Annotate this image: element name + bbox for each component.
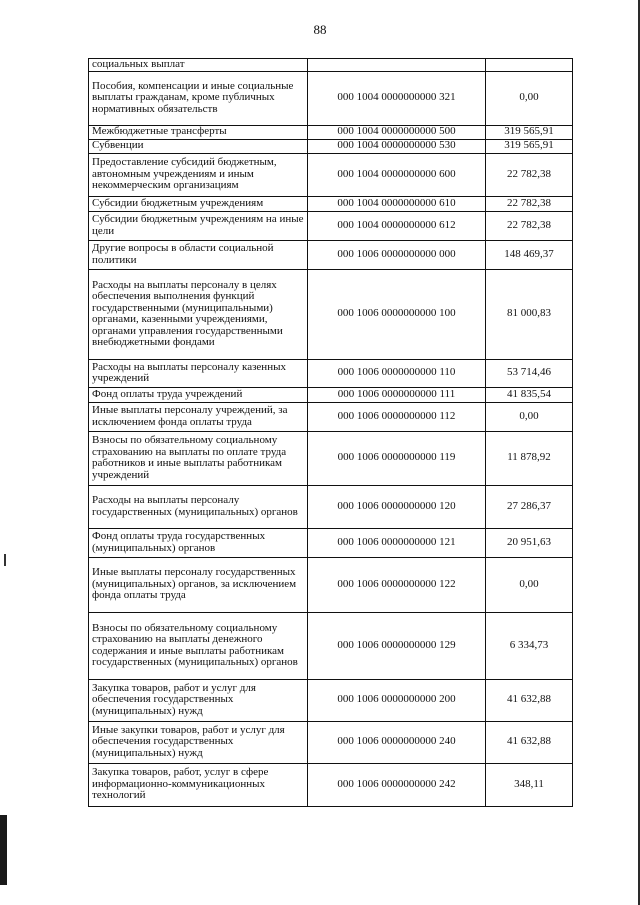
table-row: [89, 402, 573, 431]
row-name: Фонд оплаты труда государственных (муниципальных) органов: [89, 528, 308, 557]
row-amount: 0,00: [486, 402, 573, 431]
row-name: Иные выплаты персоналу государственных (муниципальных) органов, за исключением фонда оплаты труда: [89, 557, 308, 612]
table-row: [89, 196, 573, 211]
table-row: [89, 153, 573, 196]
row-amount: 27 286,37: [486, 485, 573, 528]
row-amount: 348,11: [486, 763, 573, 806]
row-code: 000 1006 0000000000 110: [308, 359, 486, 387]
table-row: [89, 125, 573, 139]
row-amount: 41 632,88: [486, 721, 573, 763]
row-name: Субсидии бюджетным учреждениям: [89, 196, 308, 211]
table-row: [89, 240, 573, 269]
row-amount: 20 951,63: [486, 528, 573, 557]
row-code: 000 1004 0000000000 600: [308, 153, 486, 196]
row-amount: 22 782,38: [486, 153, 573, 196]
row-code: [308, 59, 486, 72]
table-row: [89, 557, 573, 612]
table-row: [89, 528, 573, 557]
table-row: [89, 71, 573, 125]
row-name: Взносы по обязательному социальному страхованию на выплаты по оплате труда работников и иные выплаты работникам учреждений: [89, 431, 308, 485]
table-row: [89, 431, 573, 485]
scan-artifact: [4, 554, 6, 566]
table-row: [89, 211, 573, 240]
row-code: 000 1006 0000000000 121: [308, 528, 486, 557]
row-name: Предоставление субсидий бюджетным, автономным учреждениям и иным некоммерческим организациям: [89, 153, 308, 196]
page-number: 88: [313, 22, 327, 37]
table-row: [89, 387, 573, 402]
row-amount: 22 782,38: [486, 196, 573, 211]
row-code: 000 1006 0000000000 112: [308, 402, 486, 431]
row-name: Расходы на выплаты персоналу в целях обеспечения выполнения функций государственными (муниципальными) органами, казенными учреждениями, органами управления государственными внебюджетными фондами: [89, 269, 308, 359]
row-amount: 41 632,88: [486, 679, 573, 721]
row-code: 000 1004 0000000000 500: [308, 125, 486, 139]
row-code: 000 1006 0000000000 129: [308, 612, 486, 679]
row-code: 000 1006 0000000000 200: [308, 679, 486, 721]
row-code: 000 1006 0000000000 122: [308, 557, 486, 612]
row-amount: 319 565,91: [486, 125, 573, 139]
row-amount: 0,00: [486, 557, 573, 612]
table-row: [89, 721, 573, 763]
row-name: Другие вопросы в области социальной политики: [89, 240, 308, 269]
table-row: [89, 269, 573, 359]
row-code: 000 1006 0000000000 240: [308, 721, 486, 763]
row-code: 000 1004 0000000000 610: [308, 196, 486, 211]
row-code: 000 1004 0000000000 612: [308, 211, 486, 240]
scan-artifact: [0, 815, 7, 885]
row-amount: 11 878,92: [486, 431, 573, 485]
row-amount: 0,00: [486, 71, 573, 125]
table-row: [89, 359, 573, 387]
table-row: [89, 59, 573, 72]
row-code: 000 1006 0000000000 111: [308, 387, 486, 402]
row-code: 000 1006 0000000000 120: [308, 485, 486, 528]
row-name: Фонд оплаты труда учреждений: [89, 387, 308, 402]
row-name: Субвенции: [89, 139, 308, 153]
row-amount: 81 000,83: [486, 269, 573, 359]
table-row: [89, 139, 573, 153]
row-name: Иные выплаты персоналу учреждений, за исключением фонда оплаты труда: [89, 402, 308, 431]
table-row: [89, 763, 573, 806]
row-code: 000 1004 0000000000 530: [308, 139, 486, 153]
row-name: Субсидии бюджетным учреждениям на иные цели: [89, 211, 308, 240]
row-amount: 41 835,54: [486, 387, 573, 402]
budget-table: [88, 58, 573, 807]
row-code: 000 1004 0000000000 321: [308, 71, 486, 125]
row-code: 000 1006 0000000000 100: [308, 269, 486, 359]
row-amount: 22 782,38: [486, 211, 573, 240]
row-amount: 53 714,46: [486, 359, 573, 387]
table-row: [89, 612, 573, 679]
row-amount: 148 469,37: [486, 240, 573, 269]
row-code: 000 1006 0000000000 242: [308, 763, 486, 806]
table-row: [89, 679, 573, 721]
row-name: Иные закупки товаров, работ и услуг для обеспечения государственных (муниципальных) нужд: [89, 721, 308, 763]
row-name: Межбюджетные трансферты: [89, 125, 308, 139]
row-amount: 6 334,73: [486, 612, 573, 679]
row-name: Расходы на выплаты персоналу казенных учреждений: [89, 359, 308, 387]
row-name: социальных выплат: [89, 59, 308, 72]
row-name: Взносы по обязательному социальному страхованию на выплаты денежного содержания и иные выплаты работникам государственных (муниципальных) органов: [89, 612, 308, 679]
table-row: [89, 485, 573, 528]
row-code: 000 1006 0000000000 119: [308, 431, 486, 485]
row-name: Пособия, компенсации и иные социальные выплаты гражданам, кроме публичных нормативных обязательств: [89, 71, 308, 125]
row-code: 000 1006 0000000000 000: [308, 240, 486, 269]
row-amount: [486, 59, 573, 72]
row-name: Расходы на выплаты персоналу государственных (муниципальных) органов: [89, 485, 308, 528]
row-name: Закупка товаров, работ, услуг в сфере информационно-коммуникационных технологий: [89, 763, 308, 806]
row-name: Закупка товаров, работ и услуг для обеспечения государственных (муниципальных) нужд: [89, 679, 308, 721]
row-amount: 319 565,91: [486, 139, 573, 153]
